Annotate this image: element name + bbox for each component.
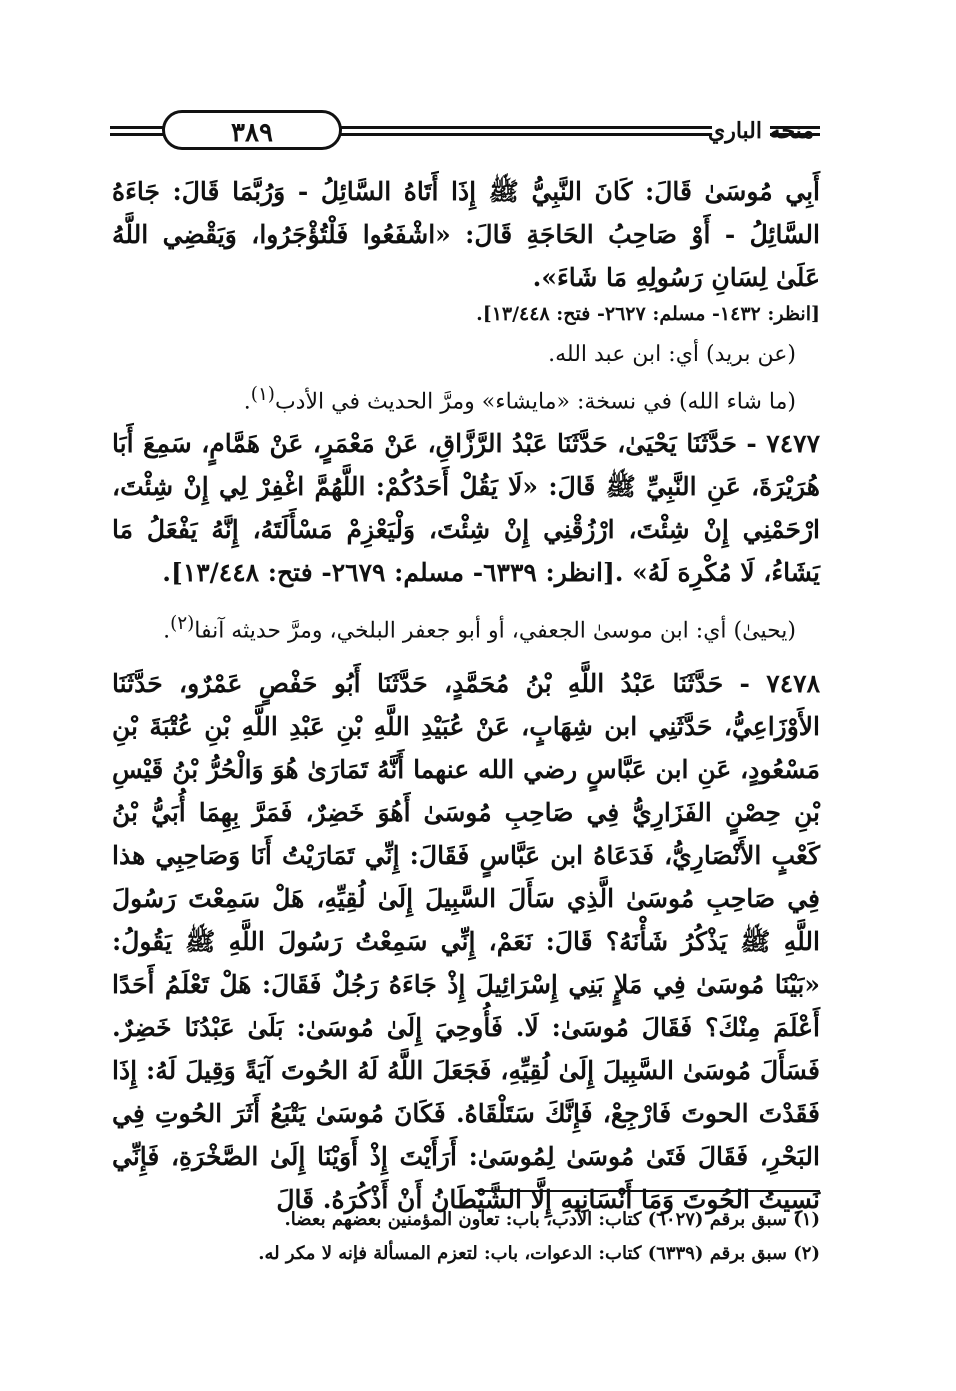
commentary-end: . bbox=[163, 618, 171, 644]
commentary-paragraph: (عن بريد) أي: ابن عبد الله. bbox=[548, 342, 796, 367]
footnotes bbox=[112, 1203, 820, 1271]
footnote-separator bbox=[475, 1190, 820, 1192]
main-text bbox=[112, 170, 820, 1221]
commentary-end: . bbox=[243, 389, 251, 415]
footnote-item: (١) سبق برقم (٦٠٢٧) كتاب: الأدب، باب: تعاون المؤمنين بعضهم بعضا. bbox=[284, 1209, 820, 1230]
book-title: منحة الباري bbox=[708, 118, 815, 144]
commentary-text: (يحيىٰ) أي: ابن موسىٰ الجعفي، أو أبو جعفر البلخي، ومرَّ حديثه آنفا bbox=[194, 618, 796, 644]
hadith-7478: ٧٤٧٨ - حَدَّثَنَا عَبْدُ اللَّهِ بْنُ مُحَمَّدٍ، حَدَّثَنَا أَبُو حَفْصٍ عَمْرٌو، حَدَّثَنَا الأَوْزَاعِيُّ، حَدَّثَنِي ابن شِهَابٍ، عَنْ عُبَيْدِ اللَّهِ بْنِ عَبْدِ اللَّهِ بْنِ عُتْبَةَ بْنِ مَسْعُودٍ، عَنِ ابن عَبَّاسٍ رضي الله عنهما أَنَّهُ تَمَارَىٰ هُوَ وَالْحُرُّ بْنُ قَيْسِ بْنِ حِصْنٍ الفَزَارِيُّ فِي صَاحِبِ مُوسَىٰ أَهُوَ خَضِرٌ، فَمَرَّ بِهِمَا أُبَيُّ بْنُ كَعْبٍ الأَنْصَارِيُّ، فَدَعَاهُ ابن عَبَّاسٍ فَقَالَ: إِنِّي تَمَارَيْتُ أَنَا وَصَاحِبِي هذا فِي صَاحِبِ مُوسَىٰ الَّذِي سَأَلَ السَّبِيلَ إِلَىٰ لُقِيِّهِ، هَلْ سَمِعْتَ رَسُولَ اللَّهِ ﷺ يَذْكُرُ شَأْنَهُ؟ قَالَ: نَعَمْ، إِنِّي سَمِعْتُ رَسُولَ اللَّهِ ﷺ يَقُولُ: «بَيْنَا مُوسَىٰ فِي مَلإٍ بَنِي إِسْرَائِيلَ إِذْ جَاءَهُ رَجُلٌ فَقَالَ: هَلْ تَعْلَمُ أَحَدًا أَعْلَمَ مِنْكَ؟ فَقَالَ مُوسَىٰ: لَا. فَأُوحِيَ إِلَىٰ مُوسَىٰ: بَلَىٰ عَبْدُنَا خَضِرٌ. فَسَأَلَ مُوسَىٰ السَّبِيلَ إِلَىٰ لُقِيِّهِ، فَجَعَلَ اللَّهُ لَهُ الحُوتَ آيَةً وَقِيلَ لَهُ: إِذَا فَقَدْتَ الحوتَ فَارْجِعْ، فَإِنَّكَ سَتَلْقَاهُ. فَكَانَ مُوسَىٰ يَتْبَعُ أَثَرَ الحُوتِ فِي البَحْرِ، فَقَالَ فَتَىٰ مُوسَىٰ لِمُوسَىٰ: أَرَأَيْتَ إِذْ أَوَيْنَا إِلَىٰ الصَّخْرَةِ، فَإِنِّي نَسِيتُ الحُوتَ وَمَا أَنْسَانِيهِ إِلَّا الشَّيْطَانُ أَنْ أَذْكُرَهُ. قَالَ bbox=[112, 668, 820, 1214]
commentary-paragraph bbox=[112, 375, 820, 422]
header-rule-left bbox=[110, 126, 166, 136]
page-header bbox=[110, 108, 820, 156]
footnote-item: (٢) سبق برقم (٦٣٣٩) كتاب: الدعوات، باب: لتعزم المسألة فإنه لا مكر له. bbox=[258, 1243, 820, 1264]
footnote-marker[interactable]: (١) bbox=[250, 384, 275, 405]
footnote-marker[interactable]: (٢) bbox=[170, 613, 195, 635]
page-number: ٣٨٩ bbox=[162, 110, 342, 150]
header-rule-right bbox=[770, 126, 820, 136]
hadith-continuation: أَبِي مُوسَىٰ قَالَ: كَانَ النَّبِيُّ ﷺ إِذَا أَتَاهُ السَّائِلُ - وَرُبَّمَا قَالَ: جَاءَهُ السَّائِلُ - أَوْ صَاحِبُ الحَاجَةِ قَالَ: «اشْفَعُوا فَلْتُؤْجَرُوا، وَيَقْضِي اللَّهُ عَلَىٰ لِسَانِ رَسُولِهِ مَا شَاءَ». bbox=[112, 177, 820, 292]
header-rule-middle bbox=[340, 126, 712, 136]
hadith-reference: [انظر: ١٤٣٢- مسلم: ٢٦٢٧- فتح: ١٣/٤٤٨]. bbox=[476, 303, 820, 325]
hadith-7477: ٧٤٧٧ - حَدَّثَنَا يَحْيَىٰ، حَدَّثَنَا عَبْدُ الرَّزَّاقِ، عَنْ مَعْمَرٍ، عَنْ هَمَّامٍ، سَمِعَ أَبَا هُرَيْرَةَ، عَنِ النَّبِيِّ ﷺ قَالَ: «لَا يَقُلْ أَحَدُكُمْ: اللَّهُمَّ اغْفِرْ لِي إِنْ شِئْتَ، ارْحَمْنِي إِنْ شِئْتَ، ارْزُقْنِي إِنْ شِئْتَ، وَلْيَعْزِمْ مَسْأَلَتَهُ، إِنَّهُ يَفْعَلُ مَا يَشَاءُ، لَا مُكْرِهَ لَهُ» .[انظر: ٦٣٣٩- مسلم: ٢٦٧٩- فتح: ١٣/٤٤٨]. bbox=[112, 429, 820, 588]
commentary-text: (ما شاء الله) في نسخة: «مايشاء» ومرَّ الحديث في الأدب bbox=[274, 389, 796, 415]
commentary-paragraph bbox=[112, 604, 820, 651]
